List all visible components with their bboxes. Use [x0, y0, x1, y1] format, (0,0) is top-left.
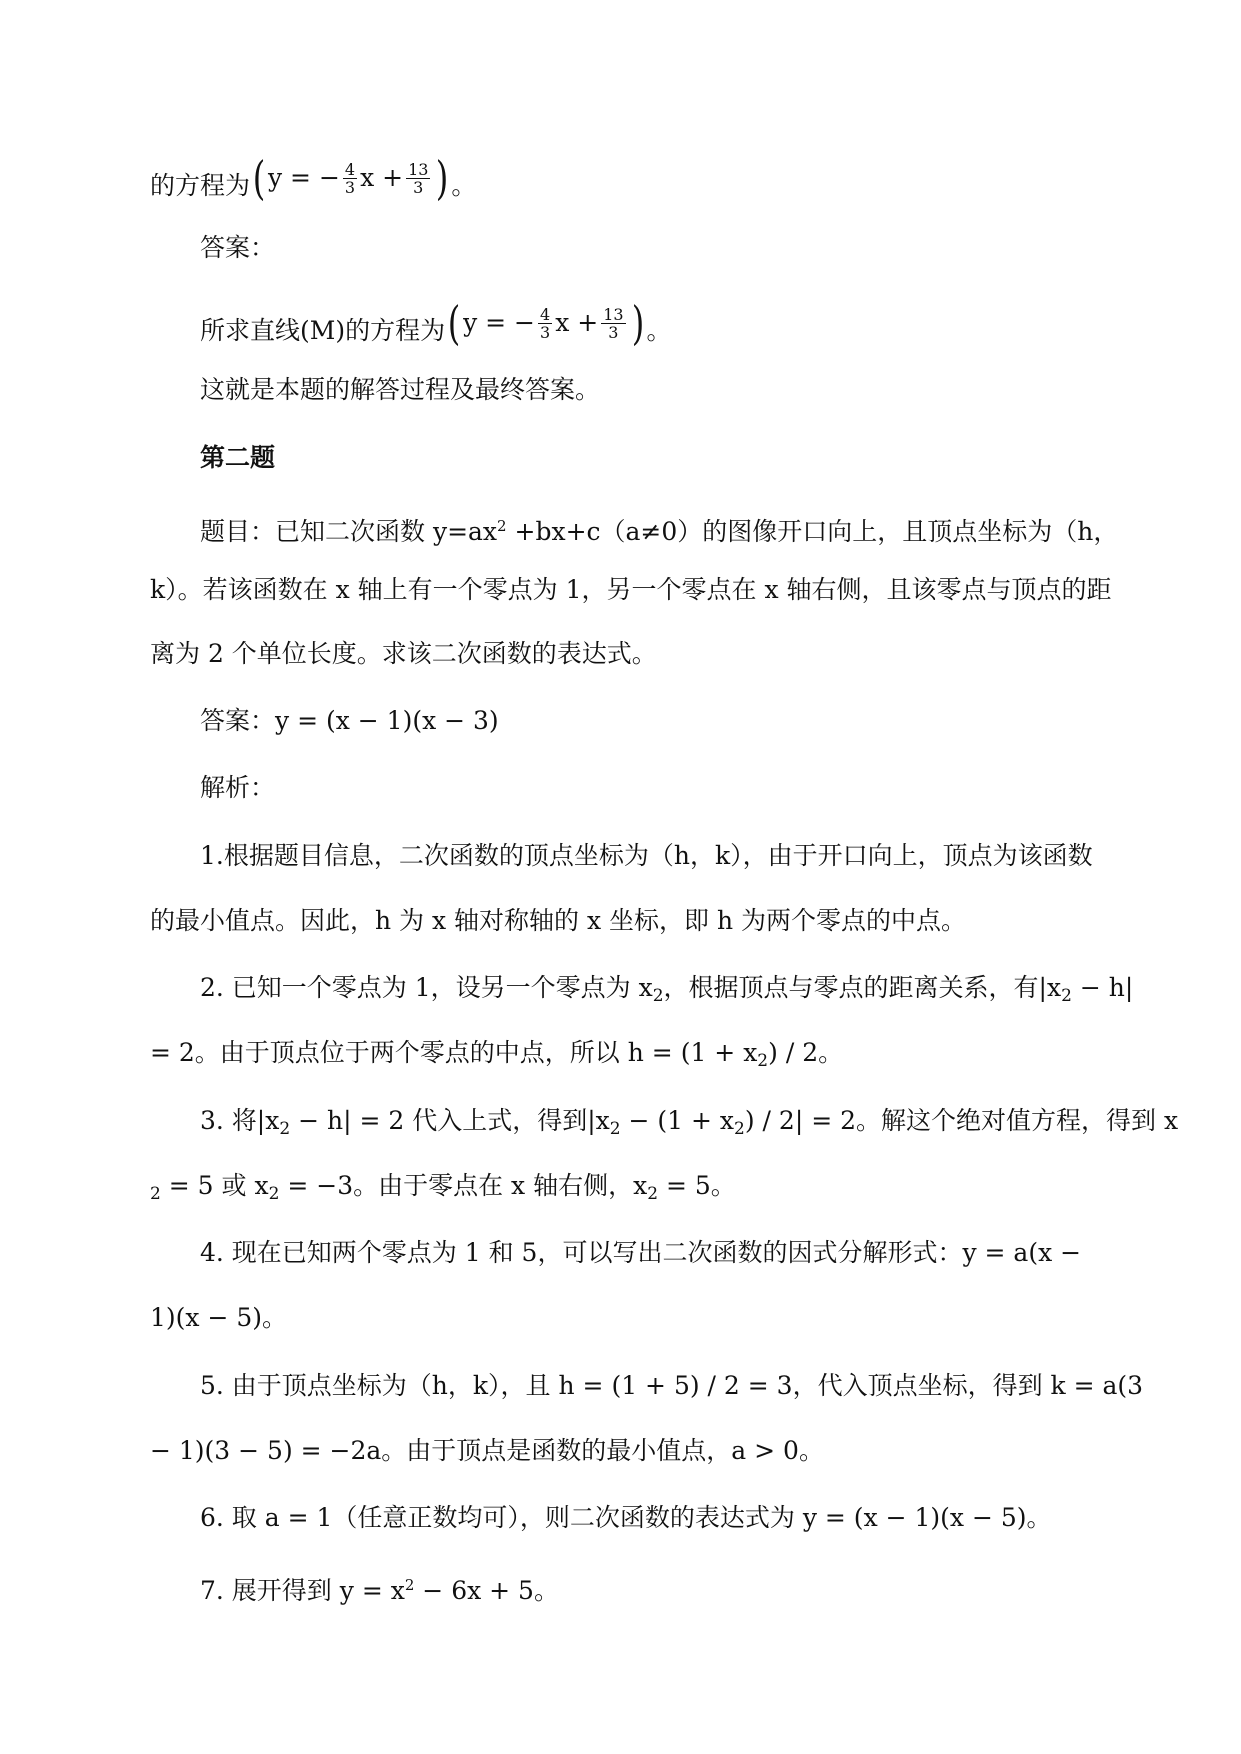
answer-prefix: 所求直线(M)的方程为 [200, 316, 446, 345]
section-heading: 第二题 [200, 443, 276, 472]
answer-label: 答案： [200, 233, 276, 262]
fraction: $\frac{4}{3}$ [540, 304, 551, 342]
equation-line [150, 151, 477, 205]
step-2-line-2: = 2。由于顶点位于两个零点的中点，所以 $h = (1 + x_2) / 2$。 [150, 1038, 844, 1071]
analysis-label: 解析： [200, 773, 276, 802]
step-1-line-1: 1.根据题目信息，二次函数的顶点坐标为（h，k），由于开口向上，顶点为该函数 [200, 841, 1093, 870]
fraction: $\frac{13}{3}$ [408, 159, 429, 197]
equation: ( y = − $\frac{4}{3}$ x + $\frac{13}{3}$ ) [447, 296, 644, 350]
step-4-line-2: 1)(x − 5)。 [150, 1303, 288, 1332]
problem-line-1: 题目：已知二次函数 $y=ax^2 +bx+c(a\ne 0)$的图像开口向上，且顶点坐标为（h， [200, 517, 1119, 546]
fraction: $\frac{13}{3}$ [603, 304, 624, 342]
problem-line-3: 离为 2 个单位长度。求该二次函数的表达式。 [150, 639, 657, 668]
step-3-line-2: $_2$ = 5 或 $x_2 = -3$。由于零点在 x 轴右侧，$x_2 = 5$。 [150, 1171, 736, 1204]
step-7: 7. 展开得到 $y = x^2 - 6x + 5$。 [200, 1576, 559, 1605]
equation-suffix: 。 [451, 171, 477, 200]
step-3-line-1: 3. 将$|x_2 - h| = 2$ 代入上式，得到$|x_2 - (1 + x_2) / 2| = 2$。解这个绝对值方程，得到 x [200, 1106, 1179, 1139]
closing-text: 这就是本题的解答过程及最终答案。 [200, 375, 601, 404]
step-5-line-2: − 1)(3 − 5) = −2a。由于顶点是函数的最小值点，a > 0。 [150, 1436, 824, 1465]
fraction: $\frac{4}{3}$ [344, 159, 356, 197]
equation-prefix: 的方程为 [150, 171, 251, 200]
step-1-line-2: 的最小值点。因此，h 为 x 轴对称轴的 x 坐标，即 h 为两个零点的中点。 [150, 906, 967, 935]
step-2-line-1: 2. 已知一个零点为 1，设另一个零点为 $x_2$，根据顶点与零点的距离关系，有$|x_2 - h|$ [200, 973, 1134, 1006]
equation: ( y = − $\frac{4}{3}$ x + $\frac{13}{3}$ ) [252, 151, 449, 205]
step-4-line-1: 4. 现在已知两个零点为 1 和 5，可以写出二次函数的因式分解形式：y = a(x − [200, 1238, 1082, 1267]
answer-equation-line [200, 296, 672, 350]
answer-suffix: 。 [646, 316, 672, 345]
problem-line-2: k）。若该函数在 x 轴上有一个零点为 1，另一个零点在 x 轴右侧，且该零点与顶点的距 [150, 575, 1112, 604]
answer-text: 答案：y = (x − 1)(x − 3) [200, 706, 499, 735]
step-5-line-1: 5. 由于顶点坐标为（h，k），且 h = (1 + 5) / 2 = 3，代入顶点坐标，得到 k = a(3 [200, 1371, 1144, 1400]
step-6: 6. 取 a = 1（任意正数均可），则二次函数的表达式为 y = (x − 1)(x − 5)。 [200, 1503, 1052, 1532]
